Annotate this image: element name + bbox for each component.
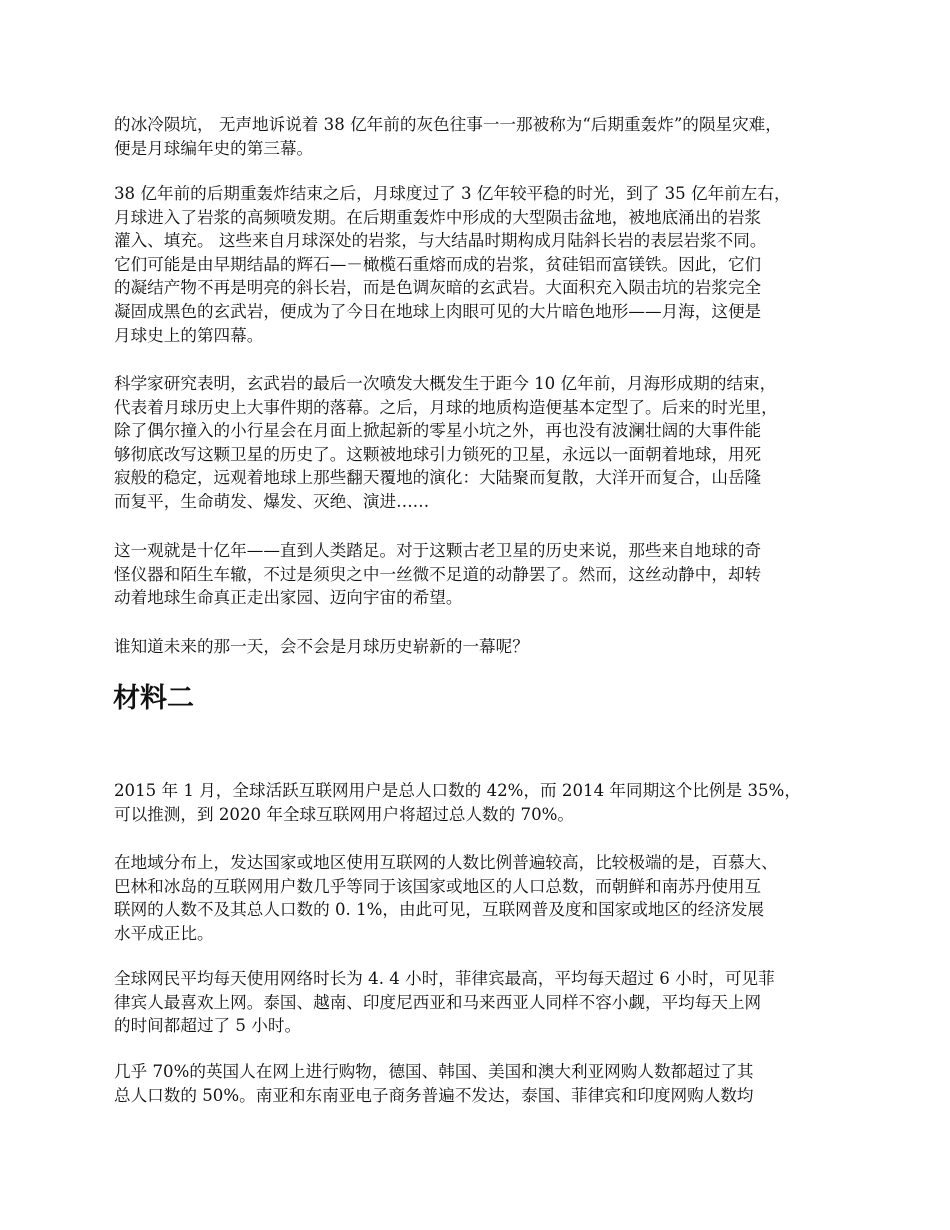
text-line: 月球史上的第四幕。 [114, 325, 264, 345]
paragraph-basalt-end [114, 372, 844, 514]
text-line: 几乎 70%的英国人在网上进行购物，德国、韩国、美国和澳大利亚网购人数都超过了其 [114, 1062, 754, 1081]
text-line: 代表着月球历史上大事件期的落幕。之后，月球的地质构造便基本定型了。后来的时光里， [114, 397, 778, 417]
paragraph-future-question [114, 635, 844, 659]
text-line: 律宾人最喜欢上网。泰国、越南、印度尼西亚和马来西亚人同样不容小觑，平均每天上网 [114, 992, 762, 1012]
paragraph-regional-distribution [114, 851, 844, 945]
text-line: 这一观就是十亿年——直到人类踏足。对于这颗古老卫星的历史来说，那些来自地球的奇 [114, 541, 762, 560]
text-line: 够彻底改写这颗卫星的历史了。这颗被地球引力锁死的卫星，永远以一面朝着地球，用死 [114, 444, 762, 464]
text-line: 除了偶尔撞入的小行星会在月面上掀起新的零星小坑之外，再也没有波澜壮阔的大事件能 [114, 421, 762, 441]
text-line: 在地域分布上，发达国家或地区使用互联网的人数比例普遍较高，比较极端的是，百慕大、 [114, 853, 778, 872]
text-line: 便是月球编年史的第三幕。 [114, 138, 314, 158]
text-line: 2015 年 1 月，全球活跃互联网用户是总人口数的 42%，而 2014 年同期这个比例是 35%， [114, 781, 801, 800]
paragraph-internet-users [114, 779, 844, 826]
paragraph-impact-basins [114, 113, 844, 160]
text-line: 的时间都超过了 5 小时。 [114, 1016, 302, 1036]
text-line: 巴林和冰岛的互联网用户数几乎等同于该国家或地区的人口总数，而朝鲜和南苏丹使用互 [114, 876, 762, 896]
text-line: 的凝结产物不再是明亮的斜长岩，而是色调灰暗的玄武岩。大面积充入陨击坑的岩浆完全 [114, 278, 762, 298]
paragraph-online-shopping [114, 1060, 844, 1107]
text-line: 可以推测，到 2020 年全球互联网用户将超过总人数的 70%。 [114, 804, 574, 824]
text-line: 凝固成黑色的玄武岩，便成为了今日在地球上肉眼可见的大片暗色地形——月海，这便是 [114, 301, 762, 321]
text-line: 全球网民平均每天使用网络时长为 4. 4 小时，菲律宾最高，平均每天超过 6 小时，可见菲 [114, 969, 775, 988]
section-heading-material-two: 材料二 [113, 683, 194, 714]
text-line: 而复平，生命萌发、爆发、灭绝、演进…… [114, 491, 430, 511]
text-line: 总人口数的 50%。南亚和东南亚电子商务普遍不发达，泰国、菲律宾和印度网购人数均 [114, 1085, 754, 1105]
text-line: 科学家研究表明，玄武岩的最后一次喷发大概发生于距今 10 亿年前，月海形成期的结束， [114, 374, 777, 393]
paragraph-usage-time [114, 967, 844, 1038]
text-line: 谁知道未来的那一天，会不会是月球历史崭新的一幕呢？ [114, 637, 529, 656]
text-line: 寂般的稳定，远观着地球上那些翻天覆地的演化：大陆聚而复散，大洋开而复合，山岳隆 [114, 468, 762, 488]
text-line: 水平成正比。 [114, 923, 214, 943]
text-line: 它们可能是由早期结晶的辉石—－橄榄石重熔而成的岩浆，贫硅铝而富镁铁。因此，它们 [114, 254, 762, 274]
text-line: 联网的人数不及其总人口数的 0. 1%，由此可见，互联网普及度和国家或地区的经济发展 [114, 900, 765, 920]
paragraph-human-landing [114, 539, 844, 610]
paragraph-magma-eruption [114, 182, 844, 347]
text-line: 灌入、填充。 这些来自月球深处的岩浆，与大结晶时期构成月陆斜长岩的表层岩浆不同。 [114, 231, 767, 251]
text-line: 的冰冷陨坑， 无声地诉说着 38 亿年前的灰色往事一一那被称为“后期重轰炸”的陨星灾难， [114, 115, 782, 134]
text-line: 月球进入了岩浆的高频喷发期。在后期重轰炸中形成的大型陨击盆地，被地底涌出的岩浆 [114, 207, 762, 227]
text-line: 动着地球生命真正走出家园、迈向宇宙的希望。 [114, 588, 463, 608]
text-line: 怪仪器和陌生车辙，不过是须臾之中一丝微不足道的动静罢了。然而，这丝动静中，却转 [114, 564, 762, 584]
text-line: 38 亿年前的后期重轰炸结束之后，月球度过了 3 亿年较平稳的时光，到了 35 亿年前左右， [114, 184, 791, 203]
